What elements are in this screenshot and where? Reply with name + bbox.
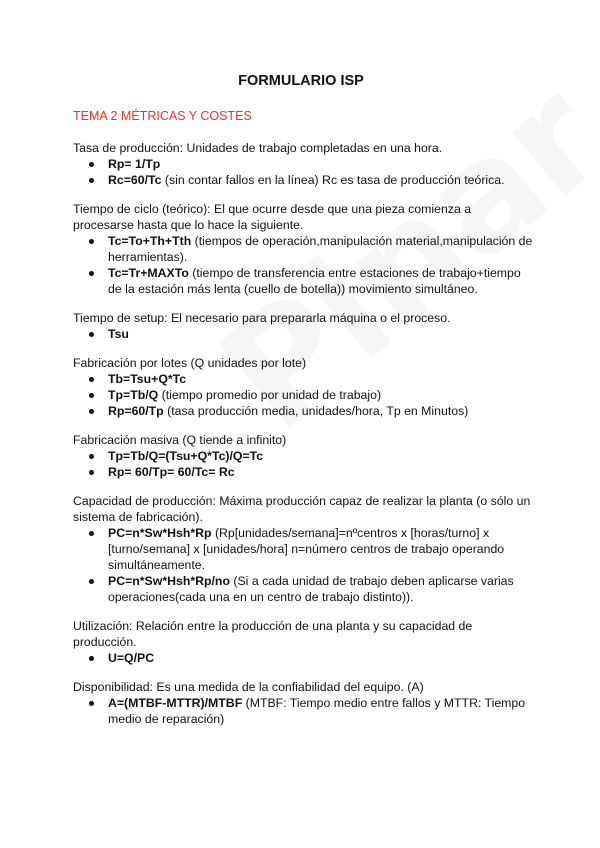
block-intro: Utilización: Relación entre la producción de una planta y su capacidad de producción.: [73, 619, 473, 649]
formula-description: (Rp[unidades/semana]=nºcentros x [horas/turno] x [turno/semana] x [unidades/hora] n=número centros de trabajo operando simultáneamente.: [108, 526, 505, 572]
formula-list: [73, 650, 533, 666]
formula-item: [73, 172, 533, 188]
formula-item: [73, 326, 533, 342]
formula-block: [73, 140, 533, 188]
formula-item: [73, 464, 533, 480]
formula-description: (tiempo de transferencia entre estaciones de trabajo+tiempo de la estación más lenta (cuello de botella)) movimiento simultáneo.: [108, 266, 521, 296]
formula-item: [73, 403, 533, 419]
document-title: FORMULARIO ISP: [238, 73, 364, 89]
block-intro: Disponibilidad: Es una medida de la confiabilidad del equipo. (A): [73, 680, 424, 694]
formula-item: [73, 233, 533, 265]
formula-block: [73, 493, 533, 605]
formula-expression: Tc=Tr+MAXTo: [108, 266, 189, 280]
formula-block: [73, 679, 533, 727]
formula-expression: Rp= 1/Tp: [108, 157, 161, 171]
formula-expression: Rc=60/Tc: [108, 173, 162, 187]
formula-expression: PC=n*Sw*Hsh*Rp: [108, 526, 212, 540]
formula-list: [73, 448, 533, 480]
formula-expression: Tp=Tb/Q: [108, 388, 159, 402]
formula-item: [73, 573, 533, 605]
formula-expression: A=(MTBF-MTTR)/MTBF: [108, 696, 243, 710]
document-page: [73, 73, 533, 740]
formula-item: [73, 525, 533, 573]
block-intro: Tiempo de ciclo (teórico): El que ocurre desde que una pieza comienza a procesarse hasta que lo hace la siguiente.: [73, 202, 472, 232]
formula-expression: Rp= 60/Tp= 60/Tc= Rc: [108, 465, 235, 479]
formula-expression: PC=n*Sw*Hsh*Rp/no: [108, 574, 230, 588]
block-intro: Tasa de producción: Unidades de trabajo completadas en una hora.: [73, 141, 443, 155]
formula-item: [73, 156, 533, 172]
block-intro: Capacidad de producción: Máxima producción capaz de realizar la planta (o sólo un sistema de fabricación).: [73, 494, 531, 524]
formula-item: [73, 650, 533, 666]
formula-expression: Rp=60/Tp: [108, 404, 164, 418]
formula-description: (sin contar fallos en la línea) Rc es tasa de producción teórica.: [161, 173, 505, 187]
formula-block: [73, 355, 533, 419]
formula-list: [73, 233, 533, 297]
formula-item: [73, 371, 533, 387]
formula-expression: Tsu: [108, 327, 129, 341]
formula-list: [73, 525, 533, 605]
block-intro: Fabricación masiva (Q tiende a infinito): [73, 433, 287, 447]
formula-block: [73, 618, 533, 666]
formula-item: [73, 695, 533, 727]
formula-description: (tiempos de operación,manipulación material,manipulación de herramientas).: [108, 234, 533, 264]
formula-blocks: [73, 140, 533, 727]
formula-block: [73, 201, 533, 297]
block-intro: Tiempo de setup: El necesario para prepararla máquina o el proceso.: [73, 311, 451, 325]
formula-description: (tasa producción media, unidades/hora, Tp en Minutos): [163, 404, 469, 418]
formula-list: [73, 326, 533, 342]
formula-expression: Tb=Tsu+Q*Tc: [108, 372, 187, 386]
formula-block: [73, 310, 533, 342]
formula-list: [73, 695, 533, 727]
formula-expression: Tp=Tb/Q=(Tsu+Q*Tc)/Q=Tc: [108, 449, 264, 463]
section-heading: TEMA 2 MÉTRICAS Y COSTES: [73, 109, 252, 123]
formula-item: [73, 448, 533, 464]
formula-item: [73, 265, 533, 297]
formula-expression: U=Q/PC: [108, 651, 155, 665]
formula-description: (MTBF: Tiempo medio entre fallos y MTTR: Tiempo medio de reparación): [108, 696, 526, 726]
formula-list: [73, 371, 533, 419]
formula-description: (tiempo promedio por unidad de trabajo): [158, 388, 382, 402]
formula-expression: Tc=To+Th+Tth: [108, 234, 192, 248]
formula-block: [73, 432, 533, 480]
formula-item: [73, 387, 533, 403]
formula-list: [73, 156, 533, 188]
formula-description: (Si a cada unidad de trabajo deben aplicarse varias operaciones(cada una en un centro de trabajo distinto)).: [108, 574, 514, 604]
block-intro: Fabricación por lotes (Q unidades por lote): [73, 356, 307, 370]
